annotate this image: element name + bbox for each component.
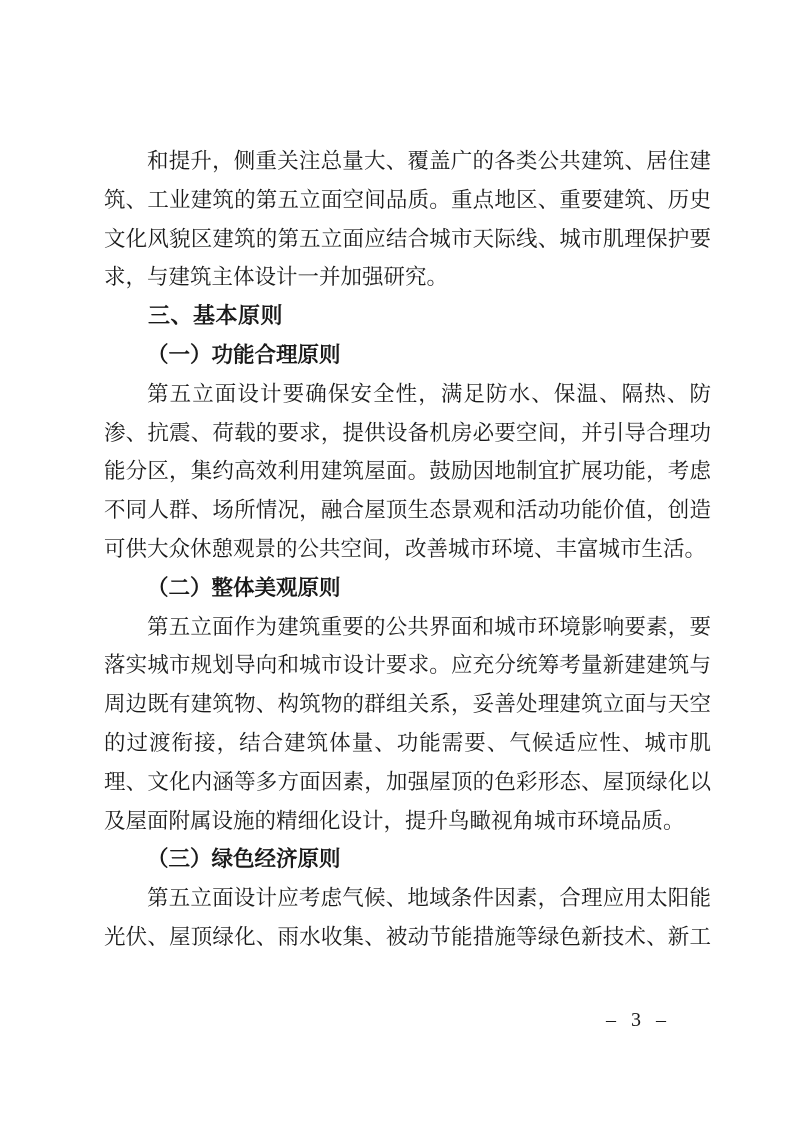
subsection-heading-functional-rationality: （一）功能合理原则 [147,342,341,367]
document-body [104,142,711,996]
paragraph-overview-continued: 和提升，侧重关注总量大、覆盖广的各类公共建筑、居住建筑、工业建筑的第五立面空间品质。重点地区、重要建筑、历史文化风貌区建筑的第五立面应结合城市天际线、城市肌理保护要求，与建筑主体设计一并加强研究。 [104,149,711,290]
subsection-heading-green-economy: （三）绿色经济原则 [147,847,341,872]
paragraph-functional-rationality: 第五立面设计要确保安全性，满足防水、保温、隔热、防渗、抗震、荷载的要求，提供设备机房必要空间，并引导合理功能分区，集约高效利用建筑屋面。鼓励因地制宜扩展功能，考虑不同人群、场所情况，融合屋顶生态景观和活动功能价值，创造可供大众休憩观景的公共空间，改善城市环境、丰富城市生活。 [104,381,711,561]
paragraph-green-economy-cut-by-page-break: 第五立面设计应考虑气候、地域条件因素，合理应用太阳能光伏、屋顶绿化、雨水收集、被动节能措施等绿色新技术、新工 [104,886,711,949]
page-number: – 3 – [606,1009,671,1031]
section-heading-basic-principles: 三、基本原则 [148,303,284,329]
paragraph-overall-aesthetics: 第五立面作为建筑重要的公共界面和城市环境影响要素，要落实城市规划导向和城市设计要求。应充分统筹考量新建建筑与周边既有建筑物、构筑物的群组关系，妥善处理建筑立面与天空的过渡衔接，结合建筑体量、功能需要、气候适应性、城市肌理、文化内涵等多方面因素，加强屋顶的色彩形态、屋顶绿化以及屋面附属设施的精细化设计，提升鸟瞰视角城市环境品质。 [104,614,711,833]
subsection-heading-overall-aesthetics: （二）整体美观原则 [147,575,341,600]
